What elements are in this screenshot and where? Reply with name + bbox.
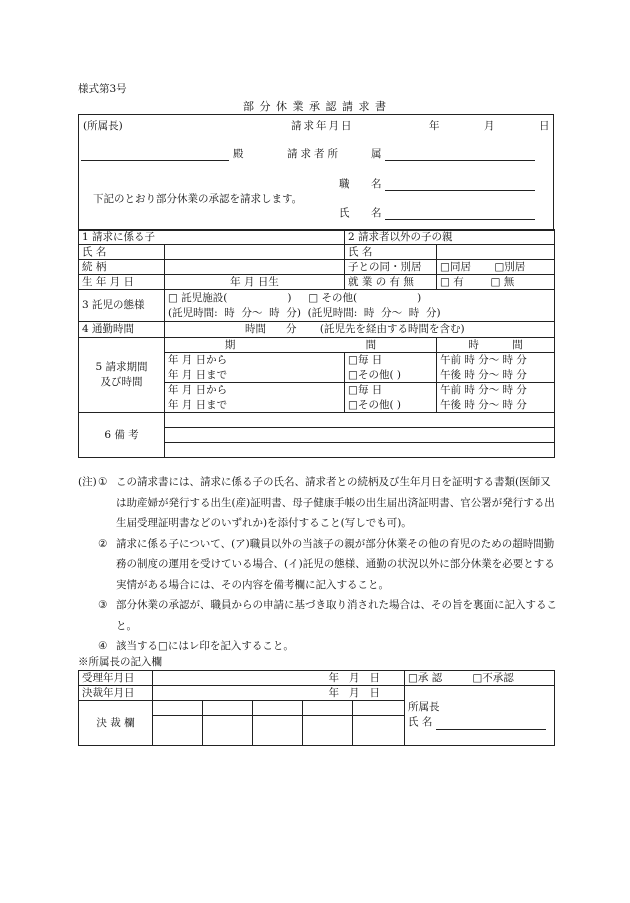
sec2-cohabit-label: 子との同・別居 [345,260,437,275]
note-3 [78,595,560,636]
request-table [78,229,555,458]
sec1-name-label: 氏 名 [79,245,165,260]
name-label: 氏 [339,207,350,219]
employment-no-checkbox[interactable]: □ 無 [490,275,515,288]
period2-am[interactable]: 午前 時 分〜 時 分 [437,383,555,398]
note-1 [78,472,560,534]
name-line[interactable] [385,208,535,220]
sec5-label [79,338,165,413]
period2-daily[interactable]: □毎 日 [345,383,437,398]
office-title: ※所属長の記入欄 [78,656,162,668]
sec1-title: 1 請求に係る子 [79,230,345,245]
sec6-label: 6 備 考 [79,413,165,458]
sec5-label-b: 及び時間 [100,376,143,388]
remarks-line-3[interactable] [165,443,555,458]
remarks-line-1[interactable] [165,413,555,428]
together-checkbox[interactable]: □同居 [440,260,471,273]
period2-to[interactable]: 年 月 日まで [165,398,345,413]
received-date[interactable]: 年 月 日 [153,671,405,686]
note-1-text: この請求書には、請求に係る子の氏名、請求者との続柄及び生年月日を証明する書類(医師又は助産婦が発行する出生(産)証明書、母子健康手帳の出生届出済証明書、官公署が発行する出生届受理証明書などのいずれか)を添付すること(写しでも可)。 [116,476,555,529]
header-box [78,114,554,231]
sec2-employment-label: 就 業 の 有 無 [345,275,437,290]
note-1-mark: ① [98,476,108,488]
sec2-name-field[interactable] [437,245,555,260]
stamp-cell-5-top[interactable] [353,701,405,716]
dept-line[interactable] [385,149,535,161]
period1-daily[interactable]: □毎 日 [345,353,437,368]
chief-name-line[interactable] [436,717,546,730]
sec3-label: 3 託児の態様 [79,290,165,322]
sec2-title: 2 請求者以外の子の親 [345,230,555,245]
stamp-cell-2-top[interactable] [203,701,253,716]
request-date-label: 請求年月日 [291,120,354,132]
stamp-cell-3[interactable] [253,716,303,746]
decided-date[interactable]: 年 月 日 [153,686,405,701]
sec2-cohabit-options[interactable] [437,260,555,275]
notes-list [78,472,560,657]
note-4-text: 該当する□にはレ印を記入すること。 [116,640,294,652]
separate-checkbox[interactable]: □別居 [494,260,526,273]
sec3-field[interactable] [165,290,555,322]
period2-pm[interactable]: 午後 時 分〜 時 分 [437,398,555,413]
note-2-text: 請求に係る子について、(ア)職員以外の当該子の親が部分休業その他の育児のための超時間勤務の制度の運用を受けている場合、(イ)託児の態様、通勤の状況以外に部分休業を必要とする実情がある場合には、その内容を備考欄に記入すること。 [116,537,555,591]
page-title: 部 分 休 業 承 認 請 求 書 [243,100,387,113]
decision-box-label: 決 裁 欄 [79,701,153,746]
received-label: 受理年月日 [79,671,153,686]
position-line[interactable] [385,179,535,191]
position-label-2: 名 [371,178,382,190]
stamp-cell-5[interactable] [353,716,405,746]
sec2-name-label: 氏 名 [345,245,437,260]
not-approve-checkbox[interactable]: □不承認 [472,671,514,684]
request-date-year: 年 [429,120,440,132]
approval-options[interactable] [405,671,555,686]
period1-other[interactable]: □その他( ) [345,368,437,383]
sec5-label-a: 5 請求期間 [95,361,148,373]
request-date-day: 日 [539,120,550,132]
sec3-line2: (託児時間: 時 分〜 時 分) (託児時間: 時 分〜 時 分) [168,306,441,319]
chief-signature[interactable] [405,686,555,746]
dono-label: 殿 [233,148,244,160]
note-3-mark: ③ [98,599,108,611]
stamp-cell-4[interactable] [303,716,353,746]
note-4-mark: ④ [98,640,108,652]
sec4-label: 4 通勤時間 [79,322,165,338]
note-3-text: 部分休業の承認が、職員からの申請に基づき取り消された場合は、その旨を裏面に記入すること。 [116,599,557,632]
period1-to[interactable]: 年 月 日まで [165,368,345,383]
employment-yes-checkbox[interactable]: □ 有 [440,275,464,288]
sec1-dob-field[interactable]: 年 月 日生 [165,275,345,290]
name-label-2: 名 [371,207,382,219]
note-2-mark: ② [98,537,108,550]
period1-am[interactable]: 午前 時 分〜 時 分 [437,353,555,368]
chief-label: 所属長 [408,701,440,713]
office-table [78,670,555,746]
note-4 [78,636,560,657]
period1-pm[interactable]: 午後 時 分〜 時 分 [437,368,555,383]
period2-other[interactable]: □その他( ) [345,398,437,413]
period1-from[interactable]: 年 月 日から [165,353,345,368]
note-2 [78,534,560,596]
stamp-cell-2[interactable] [203,716,253,746]
sec1-name-field[interactable] [165,245,345,260]
approve-checkbox[interactable]: □承 認 [408,671,443,684]
sec1-relation-field[interactable] [165,260,345,275]
stamp-cell-4-top[interactable] [303,701,353,716]
addressee-line[interactable] [81,149,229,161]
decided-label: 決裁年月日 [79,686,153,701]
stamp-cell-1-top[interactable] [153,701,203,716]
sec1-dob-label: 生 年 月 日 [79,275,165,290]
period2-from[interactable]: 年 月 日から [165,383,345,398]
sec1-relation-label: 続 柄 [79,260,165,275]
request-statement: 下記のとおり部分休業の承認を請求します。 [93,193,303,205]
sec4-field[interactable]: 時間 分 (託児先を経由する時間を含む) [165,322,555,338]
sec5-period-header: 期 間 [165,338,437,353]
chief-name-label: 氏 名 [408,716,433,728]
sec5-time-header: 時 間 [437,338,555,353]
position-label: 職 [339,178,350,190]
stamp-cell-3-top[interactable] [253,701,303,716]
requester-label: 請求者所 [287,148,341,160]
form-number: 様式第3号 [78,83,127,95]
sec3-line1: □ 託児施設( ) □ その他( ) [168,291,422,304]
remarks-line-2[interactable] [165,428,555,443]
dept-label: 属 [371,148,382,160]
addressee: (所属長) [83,120,123,132]
sec2-employment-options[interactable] [437,275,555,290]
request-date-month: 月 [484,120,495,132]
stamp-cell-1[interactable] [153,716,203,746]
notes-prefix: (注) [78,476,97,488]
